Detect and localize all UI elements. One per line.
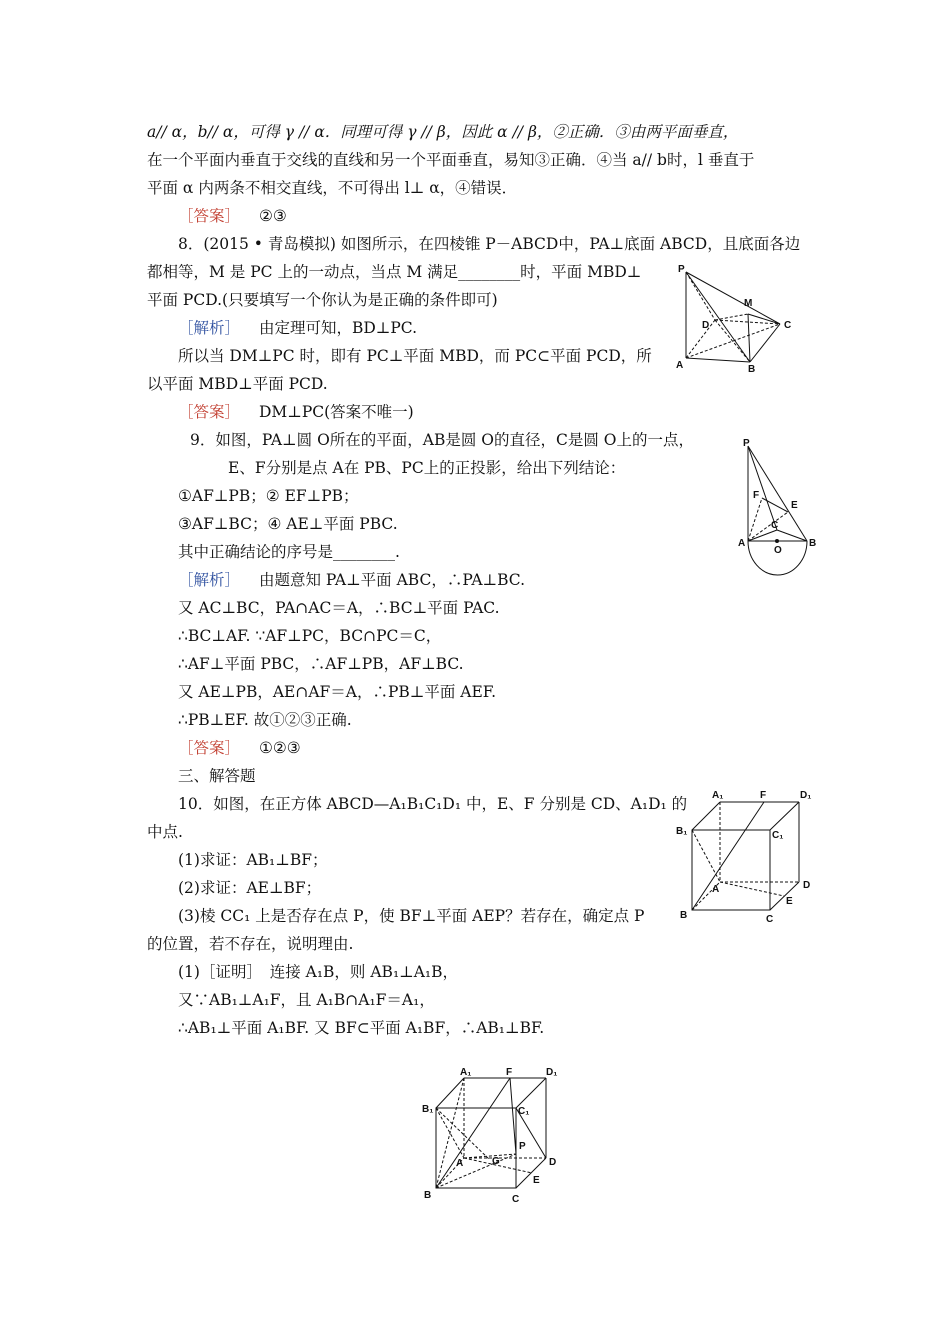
text-line: 在一个平面内垂直于交线的直线和另一个平面垂直，易知③正确．④当 a// b时，l 垂直于 bbox=[147, 151, 755, 169]
label-G: G bbox=[492, 1156, 500, 1167]
circle-figure bbox=[735, 436, 825, 578]
answer-value: ①②③ bbox=[258, 739, 301, 757]
label-A: A bbox=[676, 360, 684, 371]
cube-figure-proof bbox=[420, 1064, 570, 1208]
answer-tag: ［答案］ bbox=[178, 207, 241, 225]
text-line: (3)棱 CC₁ 上是否存在点 P，使 BF⊥平面 AEP？若存在，确定点 P bbox=[178, 907, 645, 925]
text-line: (1)求证：AB₁⊥BF； bbox=[178, 851, 328, 869]
label-D: D bbox=[803, 880, 811, 891]
label-B: B bbox=[680, 910, 688, 921]
proof-line: ∴AB₁⊥平面 A₁BF. 又 BF⊂平面 A₁BF，∴AB₁⊥BF. bbox=[178, 1019, 545, 1037]
label-B1: B₁ bbox=[422, 1104, 434, 1115]
text-line: 平面 PCD.(只要填写一个你认为是正确的条件即可) bbox=[147, 291, 498, 309]
text-line: 所以当 DM⊥PC 时，即有 PC⊥平面 MBD，而 PC⊂平面 PCD，所 bbox=[178, 347, 652, 365]
label-D1: D₁ bbox=[800, 790, 812, 801]
question-8: 8．(2015 • 青岛模拟) 如图所示，在四棱锥 P－ABCD中，PA⊥底面 ABCD，且底面各边 bbox=[178, 235, 801, 253]
text-line: ∴PB⊥EF. 故①②③正确. bbox=[178, 711, 352, 729]
pyramid-figure bbox=[670, 262, 800, 374]
answer-line bbox=[178, 738, 301, 758]
label-A1: A₁ bbox=[712, 790, 724, 801]
label-B: B bbox=[809, 538, 817, 549]
label-F: F bbox=[760, 790, 767, 801]
text-line: 又 AC⊥BC，PA∩AC＝A，∴BC⊥平面 PAC. bbox=[178, 599, 500, 617]
answer-line bbox=[178, 206, 287, 226]
text-line: 都相等，M 是 PC 上的一动点，当点 M 满足________时，平面 MBD⊥ bbox=[147, 263, 642, 281]
analysis-line bbox=[178, 570, 525, 590]
label-F: F bbox=[753, 490, 760, 501]
cube-figure bbox=[672, 786, 822, 926]
question-9: 9．如图，PA⊥圆 O所在的平面，AB是圆 O的直径，C是圆 O上的一点， bbox=[190, 431, 694, 449]
proof-line: (1)［证明］ 连接 A₁B，则 AB₁⊥A₁B， bbox=[178, 963, 459, 981]
text-line: 以平面 MBD⊥平面 PCD. bbox=[147, 375, 328, 393]
answer-tag: ［答案］ bbox=[178, 739, 241, 757]
text-line: ③AF⊥BC；④ AE⊥平面 PBC. bbox=[178, 515, 398, 533]
answer-tag: ［答案］ bbox=[178, 403, 241, 421]
label-A: A bbox=[456, 1158, 464, 1169]
label-B1: B₁ bbox=[676, 826, 688, 837]
text-line: 中点. bbox=[147, 823, 183, 841]
label-E: E bbox=[786, 896, 793, 907]
answer-value: ②③ bbox=[258, 207, 287, 225]
label-P: P bbox=[519, 1141, 526, 1152]
label-E: E bbox=[791, 500, 798, 511]
label-P: P bbox=[743, 438, 750, 449]
analysis-text: 由题意知 PA⊥平面 ABC，∴PA⊥BC. bbox=[258, 571, 526, 589]
label-C: C bbox=[771, 520, 779, 531]
label-D: D bbox=[549, 1157, 557, 1168]
answer-value: DM⊥PC(答案不唯一) bbox=[258, 403, 414, 421]
label-A: A bbox=[738, 538, 746, 549]
text-line: ①AF⊥PB；② EF⊥PB； bbox=[178, 487, 359, 505]
label-C: C bbox=[784, 320, 792, 331]
analysis-tag: ［解析］ bbox=[178, 319, 241, 337]
analysis-line bbox=[178, 318, 417, 338]
section-heading: 三、解答题 bbox=[178, 767, 256, 785]
text-line: a// α，b// α，可得 γ // α．同理可得 γ // β，因此 α // β，②正确．③由两平面垂直， bbox=[147, 123, 739, 141]
answer-line bbox=[178, 402, 414, 422]
label-B: B bbox=[748, 364, 756, 375]
label-D1: D₁ bbox=[546, 1067, 558, 1078]
label-A1: A₁ bbox=[460, 1067, 472, 1078]
text-line: 又 AE⊥PB，AE∩AF＝A，∴PB⊥平面 AEF. bbox=[178, 683, 497, 701]
label-C1: C₁ bbox=[518, 1106, 530, 1117]
text-line: E、F分别是点 A在 PB、PC上的正投影，给出下列结论： bbox=[228, 459, 626, 477]
text-line: 的位置，若不存在，说明理由. bbox=[147, 935, 354, 953]
proof-line: 又∵AB₁⊥A₁F，且 A₁B∩A₁F＝A₁， bbox=[178, 991, 435, 1009]
text-line: ∴BC⊥AF. ∵AF⊥PC，BC∩PC＝C， bbox=[178, 627, 442, 645]
text-line: 其中正确结论的序号是________. bbox=[178, 543, 400, 561]
question-10: 10．如图，在正方体 ABCD—A₁B₁C₁D₁ 中，E、F 分别是 CD、A₁D₁ 的 bbox=[178, 795, 688, 813]
label-B: B bbox=[424, 1190, 432, 1201]
label-C1: C₁ bbox=[772, 830, 784, 841]
label-P: P bbox=[678, 264, 685, 275]
label-A: A bbox=[712, 884, 720, 895]
label-F: F bbox=[506, 1067, 513, 1078]
label-O: O bbox=[774, 545, 782, 556]
analysis-text: 由定理可知，BD⊥PC. bbox=[258, 319, 418, 337]
text-line: 平面 α 内两条不相交直线，不可得出 l⊥ α，④错误． bbox=[147, 179, 518, 197]
text-line: ∴AF⊥平面 PBC，∴AF⊥PB，AF⊥BC. bbox=[178, 655, 464, 673]
analysis-tag: ［解析］ bbox=[178, 571, 241, 589]
label-E: E bbox=[533, 1175, 540, 1186]
label-C: C bbox=[766, 914, 774, 925]
label-C: C bbox=[512, 1194, 520, 1205]
text-line: (2)求证：AE⊥BF； bbox=[178, 879, 322, 897]
label-D: D bbox=[702, 320, 710, 331]
center-point bbox=[775, 539, 779, 543]
label-M: M bbox=[744, 298, 753, 309]
